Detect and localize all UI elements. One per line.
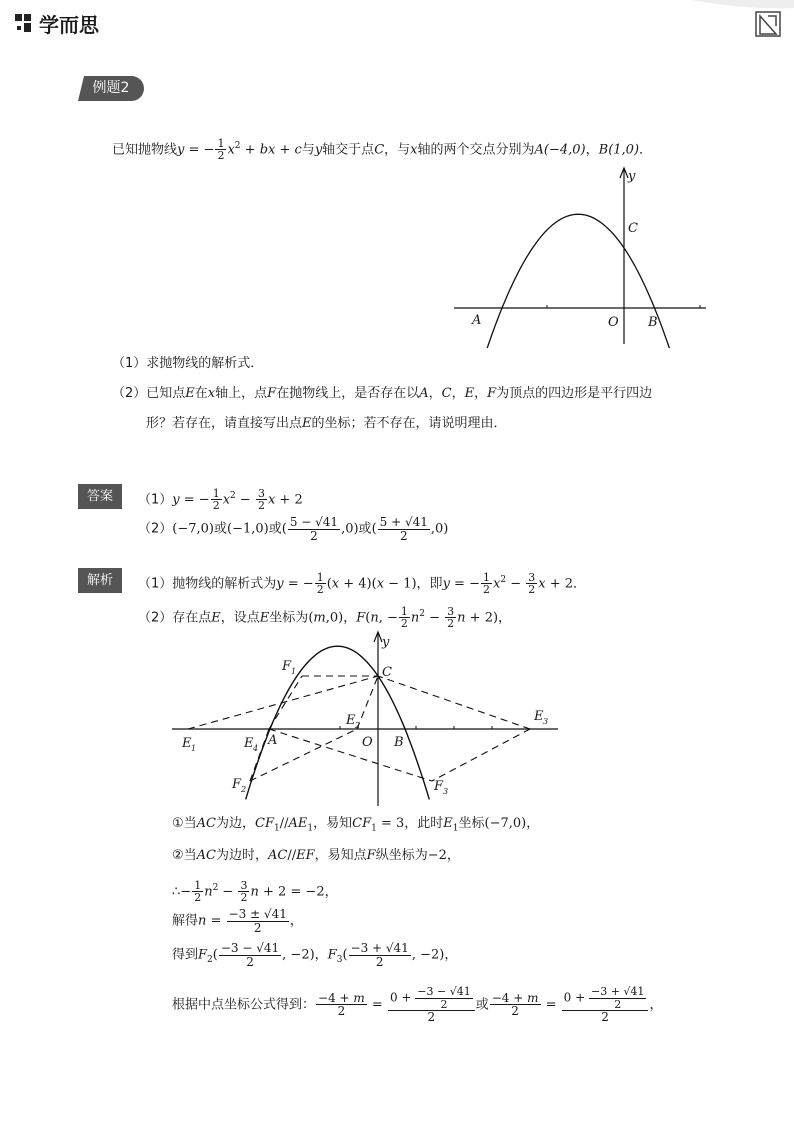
analysis-text: 为边时， (216, 848, 269, 863)
analysis-text: （1）抛物线的解析式为 (138, 576, 277, 592)
intro-text: 轴交于点 (322, 142, 375, 158)
analysis-text: 为边， (216, 816, 256, 831)
point-b: B(1,0) (598, 142, 640, 158)
or-text: 或 (214, 521, 228, 537)
label-b: B (648, 315, 658, 330)
analysis-text: 解得 (172, 913, 199, 929)
part-2-line2: 形？若存在，请直接写出点E的坐标；若不存在，请说明理由． (146, 416, 507, 431)
label-o: O (608, 315, 619, 330)
label-e1: E (182, 736, 192, 751)
answer-prefix: （2） (138, 521, 173, 537)
case-1: ①当AC为边，$CF_1//AE_1$，易知$CF_1 = 3$，此时$E_1$坐标(−7,0)， (172, 816, 540, 834)
part2-text: 在抛物线上，是否存在以 (276, 386, 420, 401)
analysis-text: ，此时 (404, 816, 444, 831)
analysis-text: 纵坐标为 (375, 848, 428, 863)
analysis-text: ，即 (416, 576, 443, 592)
analysis-text: ①当 (172, 816, 197, 831)
analysis-text: ，易知点 (314, 848, 367, 863)
answer-label: 答案 (78, 484, 122, 509)
part2-text: 在 (194, 386, 208, 401)
label-f2: F (232, 777, 242, 792)
analysis-text: （2）存在点 (138, 610, 212, 626)
part2-text: 为顶点的四边形是平行四边 (496, 386, 653, 401)
equation-line: ∴− $\frac{1}{2}$ $n^2$ − $\frac{3}{2}$ n + 2 = −2， (172, 878, 338, 905)
analysis-text: 坐标 (458, 816, 485, 831)
label-f3-sub: 3 (443, 787, 449, 796)
label-o: O (362, 735, 373, 750)
label-f3: F (434, 779, 444, 794)
label-y: y (628, 169, 636, 184)
brand-name: 学而思 (39, 12, 99, 37)
case-2: ②当AC为边时，AC//EF，易知点F纵坐标为−2， (172, 848, 460, 863)
part2-text: 形？若存在，请直接写出点 (146, 416, 303, 431)
label-e3-sub: 3 (543, 717, 549, 726)
intro-text: 轴的两个交点分别为 (417, 142, 535, 158)
label-y: y (382, 635, 390, 650)
points-line: 得到$F_2$( $\frac{-3 - √41}{2}$ , −2)，$F_3$( $\frac{-3 + √41}{2}$ , −2)， (172, 941, 458, 969)
label-b: B (394, 735, 404, 750)
parabola-curve (481, 214, 673, 348)
solve-line: 解得n = $\frac{-3 \pm √41}{2}$ ， (172, 907, 303, 935)
label-f2-sub: 2 (241, 785, 247, 794)
label-e1-sub: 1 (191, 744, 197, 753)
midpoint-line: 根据中点坐标公式得到： $\frac{-4 + m}{2}$ = 0 + $\frac{-3 - √41}{2}$ 2 或 $\frac{-4 + m}{2}$ = 0 + $\frac{-3 + √41}{2}$ 2 ， (172, 985, 663, 1025)
label-a: A (268, 733, 278, 748)
analysis-label: 解析 (78, 568, 122, 593)
analysis-text: 得到 (172, 947, 199, 963)
analysis-2: （2）存在点E，设点E坐标为(m,0)，F(n, − $\frac{1}{2}$ $n^2$ − $\frac{3}{2}$ n + 2)， (138, 604, 512, 631)
label-e2: E (346, 713, 356, 728)
problem-intro: 已知抛物线y = − $\frac{1}{2}$ $x^2$ + bx + c与y轴交于点C，与x轴的两个交点分别为A(−4,0)，B(1,0)． (112, 136, 653, 163)
corner-decoration (690, 0, 794, 16)
point-a: A(−4,0) (534, 142, 586, 158)
example-tag: 例题2 (78, 76, 144, 101)
or-text: 或 (268, 521, 282, 537)
intro-text: ，与 (384, 142, 411, 158)
analysis-text: 根据中点坐标公式得到： (172, 997, 316, 1013)
label-f1: F (282, 659, 292, 674)
answer-2: （2）(−7,0)或(−1,0)或( $\frac{5 - √41}{2}$ ,0)或( $\frac{5 + √41}{2}$ ,0) (138, 515, 449, 543)
figure-parallelograms (170, 628, 562, 810)
label-c: C (382, 665, 392, 680)
label-e2-sub: 2 (355, 721, 361, 730)
analysis-text: ，设点 (220, 610, 260, 626)
or-text: 或 (358, 521, 372, 537)
intro-text: 已知抛物线 (112, 142, 178, 158)
label-c: C (628, 221, 638, 236)
part2-text: （2）已知点 (112, 386, 186, 401)
part2-text: 轴上，点 (215, 386, 268, 401)
label-e4-sub: 4 (253, 744, 259, 753)
analysis-text: ，易知 (313, 816, 353, 831)
intro-text: 与 (301, 142, 315, 158)
brand-logo (14, 10, 99, 36)
label-f1-sub: 1 (291, 667, 297, 676)
analysis-text: 坐标为 (269, 610, 309, 626)
analysis-text: ②当 (172, 848, 197, 863)
answer-prefix: （1） (138, 492, 173, 508)
answer-1: （1）y = − $\frac{1}{2}$ $x^2$ − $\frac{3}{2}$ x + 2 (138, 486, 303, 513)
or-text: 或 (475, 997, 489, 1013)
brand-mark-icon (14, 12, 36, 34)
label-a: A (472, 313, 482, 328)
label-e4: E (244, 736, 254, 751)
parabola-curve (246, 646, 430, 799)
part-1: （1）求抛物线的解析式． (112, 356, 264, 371)
part2-text: 的坐标；若不存在，请说明理由． (311, 416, 507, 431)
figure-parabola (450, 160, 712, 348)
part-2-line1: （2）已知点E在x轴上，点F在抛物线上，是否存在以A，C，E，F为顶点的四边形是平行四边 (112, 386, 653, 401)
label-e3: E (534, 709, 544, 724)
analysis-1: （1）抛物线的解析式为y = − $\frac{1}{2}$ (x + 4)(x − 1)，即y = − $\frac{1}{2}$ $x^2$ − $\frac{3}{2}$ x + 2． (138, 570, 587, 597)
therefore-sign: ∴ (172, 884, 181, 900)
